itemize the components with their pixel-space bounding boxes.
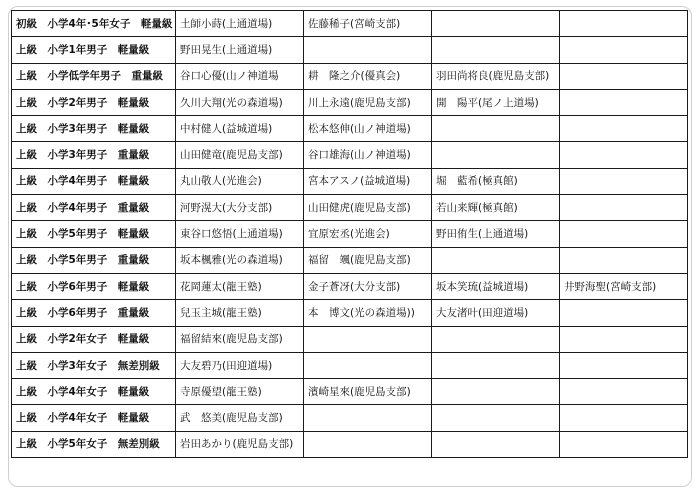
table-row xyxy=(12,89,688,115)
category-cell: 上級 小学2年女子 軽量級 xyxy=(12,326,176,352)
name-cell: 若山来輝(極真館) xyxy=(432,195,560,221)
name-cell xyxy=(560,116,688,142)
name-cell: 大友碧乃(田迎道場) xyxy=(176,352,304,378)
category-cell: 上級 小学3年女子 無差別級 xyxy=(12,352,176,378)
name-cell: 兒玉主城(龍王塾) xyxy=(176,300,304,326)
name-cell: 谷口心優(山ノ神道場 xyxy=(176,63,304,89)
table-row xyxy=(12,431,688,457)
name-cell: 耕 隆之介(優真会) xyxy=(304,63,432,89)
category-cell: 上級 小学6年男子 重量級 xyxy=(12,300,176,326)
name-cell xyxy=(560,89,688,115)
table-row xyxy=(12,63,688,89)
name-cell: 寺原優望(龍王塾) xyxy=(176,379,304,405)
table-row xyxy=(12,405,688,431)
name-cell: 金子蒼冴(大分支部) xyxy=(304,273,432,299)
category-cell: 上級 小学1年男子 軽量級 xyxy=(12,37,176,63)
results-table-body xyxy=(12,11,688,458)
name-cell: 羽田尚将良(鹿児島支部) xyxy=(432,63,560,89)
name-cell: 川上永遠(鹿児島支部) xyxy=(304,89,432,115)
name-cell xyxy=(560,326,688,352)
table-row xyxy=(12,247,688,273)
name-cell xyxy=(560,37,688,63)
name-cell: 濱崎星來(鹿児島支部) xyxy=(304,379,432,405)
name-cell xyxy=(432,431,560,457)
name-cell xyxy=(560,431,688,457)
table-row xyxy=(12,326,688,352)
category-cell: 初級 小学4年･5年女子 軽量級 xyxy=(12,11,176,37)
category-cell: 上級 小学2年男子 軽量級 xyxy=(12,89,176,115)
name-cell xyxy=(560,11,688,37)
category-cell: 上級 小学3年男子 軽量級 xyxy=(12,116,176,142)
name-cell xyxy=(560,379,688,405)
name-cell: 野田晃生(上通道場) xyxy=(176,37,304,63)
name-cell xyxy=(560,195,688,221)
name-cell: 花岡蓮太(龍王塾) xyxy=(176,273,304,299)
name-cell: 山田健虎(鹿児島支部) xyxy=(304,195,432,221)
table-row xyxy=(12,221,688,247)
name-cell: 岩田あかり(鹿児島支部) xyxy=(176,431,304,457)
name-cell xyxy=(560,221,688,247)
name-cell: 土師小蒔(上通道場) xyxy=(176,11,304,37)
name-cell xyxy=(560,405,688,431)
table-row xyxy=(12,352,688,378)
table-row xyxy=(12,37,688,63)
name-cell xyxy=(560,247,688,273)
results-table xyxy=(11,10,688,458)
name-cell: 福留 颯(鹿児島支部) xyxy=(304,247,432,273)
name-cell xyxy=(304,326,432,352)
name-cell: 宜原宏丞(光進会) xyxy=(304,221,432,247)
category-cell: 上級 小学4年女子 軽量級 xyxy=(12,405,176,431)
name-cell xyxy=(304,431,432,457)
category-cell: 上級 小学5年男子 重量級 xyxy=(12,247,176,273)
name-cell: 井野海聖(宮崎支部) xyxy=(560,273,688,299)
name-cell: 佐藤稀子(宮崎支部) xyxy=(304,11,432,37)
category-cell: 上級 小学6年男子 軽量級 xyxy=(12,273,176,299)
category-cell: 上級 小学5年女子 無差別級 xyxy=(12,431,176,457)
name-cell: 野田侑生(上通道場) xyxy=(432,221,560,247)
table-row xyxy=(12,379,688,405)
category-cell: 上級 小学低学年男子 重量級 xyxy=(12,63,176,89)
name-cell xyxy=(432,142,560,168)
name-cell xyxy=(304,352,432,378)
name-cell: 丸山敬人(光進会) xyxy=(176,168,304,194)
table-row xyxy=(12,300,688,326)
category-cell: 上級 小学4年女子 軽量級 xyxy=(12,379,176,405)
name-cell: 谷口雄海(山ノ神道場) xyxy=(304,142,432,168)
name-cell xyxy=(432,379,560,405)
name-cell: 河野滉大(大分支部) xyxy=(176,195,304,221)
name-cell xyxy=(560,352,688,378)
table-row xyxy=(12,116,688,142)
name-cell xyxy=(560,63,688,89)
name-cell xyxy=(560,168,688,194)
table-row xyxy=(12,273,688,299)
name-cell: 坂本楓雅(光の森道場) xyxy=(176,247,304,273)
table-row xyxy=(12,168,688,194)
category-cell: 上級 小学4年男子 軽量級 xyxy=(12,168,176,194)
name-cell: 福留結來(鹿児島支部) xyxy=(176,326,304,352)
name-cell: 本 博文(光の森道場)) xyxy=(304,300,432,326)
name-cell xyxy=(560,142,688,168)
name-cell: 宮本アスノ(益城道場) xyxy=(304,168,432,194)
name-cell: 松本悠伸(山ノ神道場) xyxy=(304,116,432,142)
category-cell: 上級 小学3年男子 重量級 xyxy=(12,142,176,168)
name-cell: 大友渚叶(田迎道場) xyxy=(432,300,560,326)
name-cell: 開 陽平(尾ノ上道場) xyxy=(432,89,560,115)
name-cell: 東谷口悠悟(上通道場) xyxy=(176,221,304,247)
name-cell xyxy=(432,352,560,378)
name-cell xyxy=(432,11,560,37)
name-cell xyxy=(432,326,560,352)
name-cell xyxy=(560,300,688,326)
table-row xyxy=(12,142,688,168)
name-cell: 中村健人(益城道場) xyxy=(176,116,304,142)
table-row xyxy=(12,11,688,37)
name-cell xyxy=(304,405,432,431)
table-row xyxy=(12,195,688,221)
name-cell: 堀 藍希(極真館) xyxy=(432,168,560,194)
name-cell xyxy=(432,247,560,273)
category-cell: 上級 小学5年男子 軽量級 xyxy=(12,221,176,247)
name-cell: 坂本笑琉(益城道場) xyxy=(432,273,560,299)
category-cell: 上級 小学4年男子 重量級 xyxy=(12,195,176,221)
name-cell xyxy=(304,37,432,63)
name-cell: 久川大翔(光の森道場) xyxy=(176,89,304,115)
name-cell xyxy=(432,37,560,63)
name-cell xyxy=(432,116,560,142)
name-cell: 山田健竜(鹿児島支部) xyxy=(176,142,304,168)
name-cell xyxy=(432,405,560,431)
name-cell: 武 悠美(鹿児島支部) xyxy=(176,405,304,431)
